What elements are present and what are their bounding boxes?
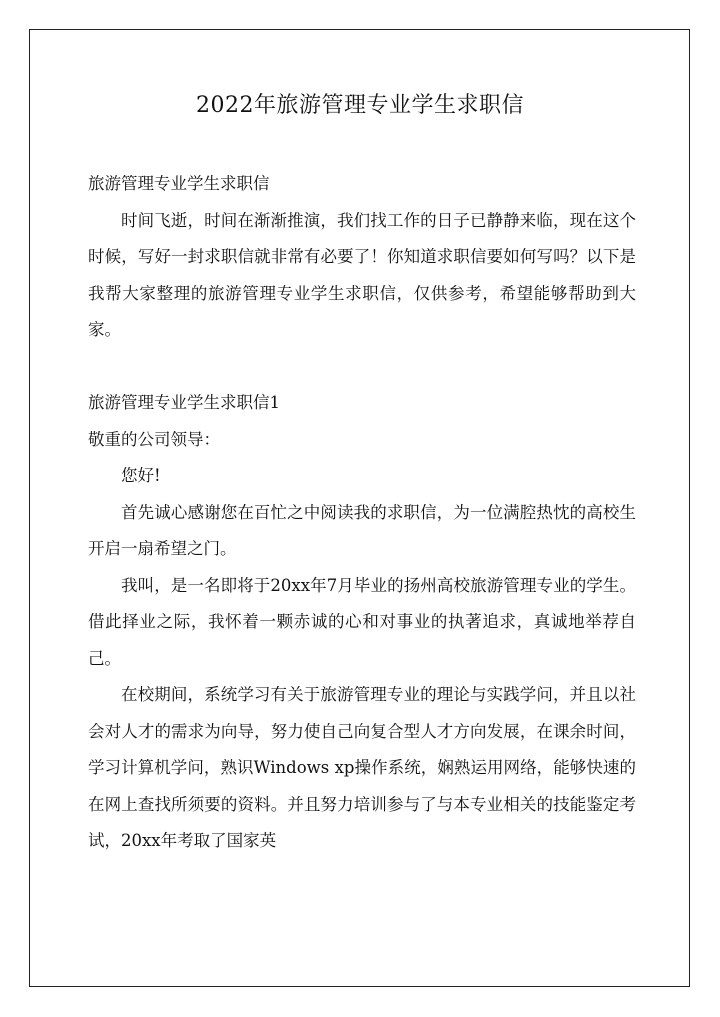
intro-paragraph: 时间飞逝，时间在渐渐推演，我们找工作的日子已静静来临，现在这个时候，写好一封求职信就非常有必要了！你知道求职信要如何写吗？以下是我帮大家整理的旅游管理专业学生求职信，仅供参考，希望能够帮助到大家。 [88, 210, 636, 339]
letter-greeting: 您好! [121, 466, 161, 485]
paragraph-gap [88, 349, 636, 386]
letter-paragraph: 首先诚心感谢您在百忙之中阅读我的求职信，为一位满腔热忱的高校生开启一扇希望之门。 [88, 502, 636, 558]
document-subtitle: 旅游管理专业学生求职信 [88, 174, 270, 193]
document-body [88, 166, 636, 860]
letter-salutation: 敬重的公司领导： [88, 429, 220, 449]
letter-paragraph: 在校期间，系统学习有关于旅游管理专业的理论与实践学问，并且以社会对人才的需求为向导，努力使自己向复合型人才方向发展，在课余时间，学习计算机学问，熟识Windows xp操作系统，娴熟运用网络，能够快速的在网上查找所须要的资料。并且努力培训参与了与本专业相关的技能鉴定考试，20xx年考取了国家英 [88, 685, 636, 850]
document-title: 2022年旅游管理专业学生求职信 [196, 93, 524, 118]
letter-paragraph: 我叫，是一名即将于20xx年7月毕业的扬州高校旅游管理专业的学生。借此择业之际，我怀着一颗赤诚的心和对事业的执著追求，真诚地举荐自己。 [88, 575, 636, 668]
letter-heading: 旅游管理专业学生求职信1 [88, 393, 280, 412]
